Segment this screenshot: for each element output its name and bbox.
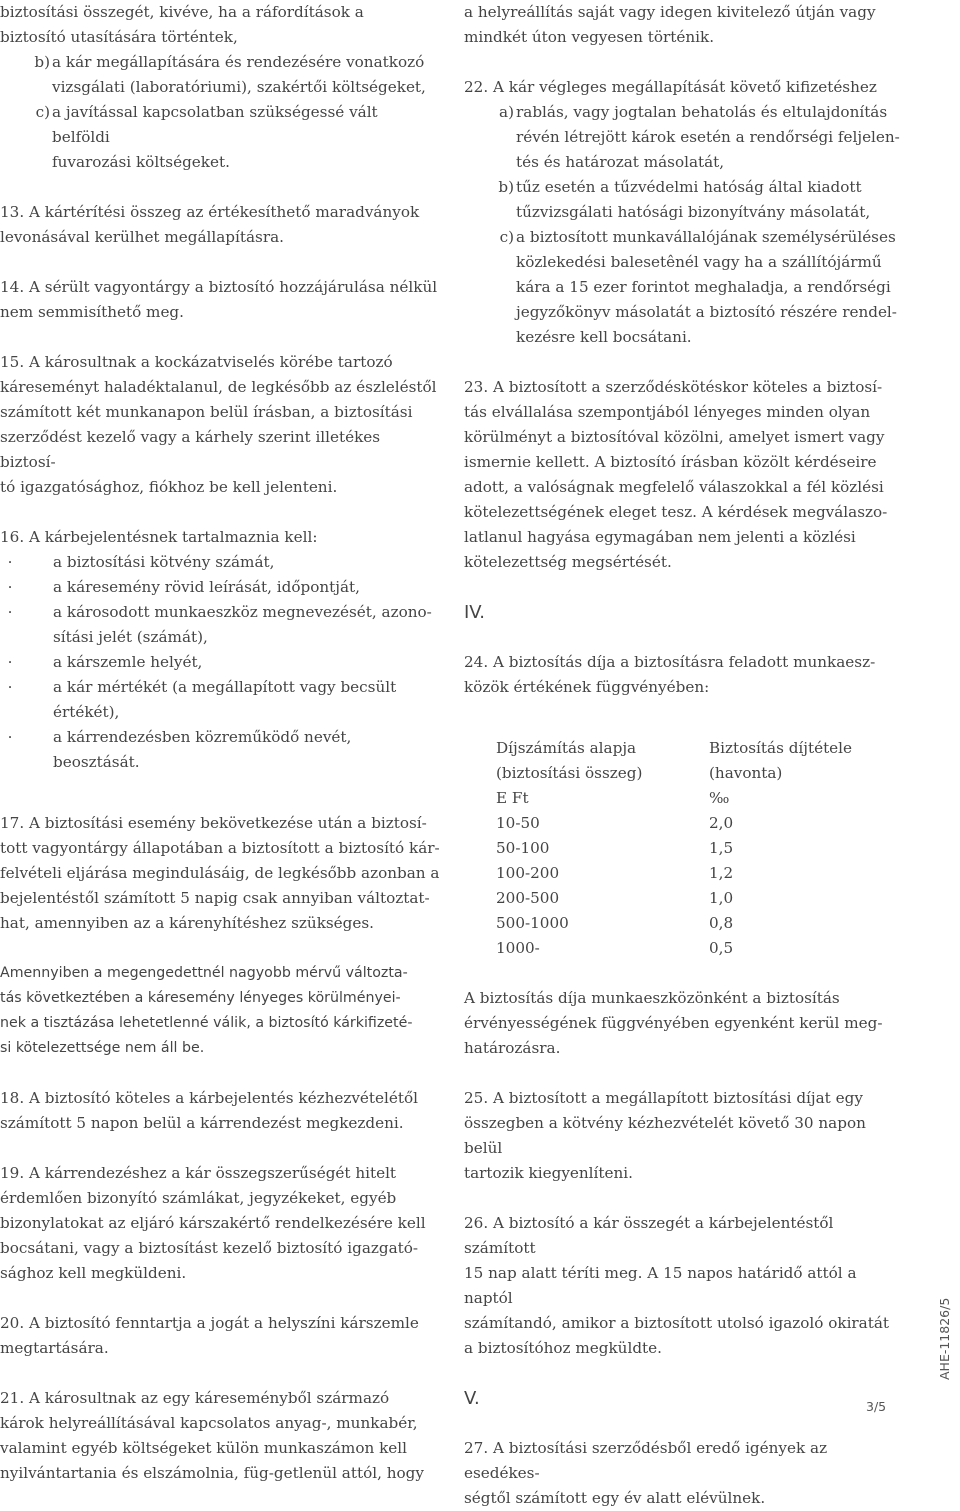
- list-label: a): [499, 103, 514, 121]
- paragraph-13: [0, 200, 440, 250]
- text-line: 19. A kárrendezéshez a kár összegszerűségét hitelt: [0, 1164, 397, 1182]
- text-line: latlanul hagyása egymagában nem jelenti a közlési: [464, 528, 856, 546]
- bullet-marker: ·: [7, 578, 13, 596]
- table-cell: 1,0: [709, 889, 734, 907]
- text-line: rablás, vagy jogtalan behatolás és eltulajdonítás: [516, 103, 888, 121]
- paragraph-24: [464, 650, 904, 700]
- table-header-cell: Díjszámítás alapja: [496, 739, 637, 757]
- paragraph-25: [464, 1086, 904, 1186]
- text-line: érdemlően bizonyító számlákat, jegyzékeket, egyéb: [0, 1189, 397, 1207]
- text-line: határozásra.: [464, 1039, 561, 1057]
- text-line: tás következtében a káresemény lényeges körülményei-: [0, 990, 401, 1006]
- table-cell: 1000-: [496, 939, 540, 957]
- text-line: 20. A biztosító fenntartja a jogát a helyszíni kárszemle: [0, 1314, 419, 1332]
- table-cell: 1,2: [709, 864, 734, 882]
- page-number: 3/5: [866, 1399, 887, 1414]
- text-line: nem semmisíthető meg.: [0, 303, 184, 321]
- text-line: a biztosítási kötvény számát,: [53, 553, 275, 571]
- text-line: tott vagyontárgy állapotában a biztosított a biztosító kár-: [0, 839, 440, 857]
- text-line: felvételi eljárása megindulásáig, de legkésőbb azonban a: [0, 864, 440, 882]
- table-header-row: [464, 786, 859, 811]
- text-line: nek a tisztázása lehetetlenné válik, a biztosító kárkifizeté-: [0, 1015, 413, 1031]
- section-heading-iv: IV.: [464, 602, 486, 623]
- paragraph-15: [0, 350, 440, 500]
- paragraph-19: [0, 1161, 440, 1286]
- text-line: a javítással kapcsolatban szükségessé vált belföldi: [52, 103, 378, 146]
- list-item: [0, 725, 440, 775]
- table-cell: 0,5: [709, 939, 734, 957]
- text-line: tás elvállalása szempontjából lényeges minden olyan: [464, 403, 871, 421]
- bullet-marker: ·: [7, 553, 13, 571]
- text-line: hat, amennyiben az a kárenyhítéshez szükséges.: [0, 914, 375, 932]
- text-line: levonásával kerülhet megállapításra.: [0, 228, 284, 246]
- paragraph-18: [0, 1086, 440, 1136]
- text-line: 16. A kárbejelentésnek tartalmaznia kell:: [0, 528, 318, 546]
- document-code: AHE-11826/5: [937, 1297, 952, 1380]
- text-line: 18. A biztosító köteles a kárbejelentés kézhezvételétől: [0, 1089, 418, 1107]
- text-line: A biztosítás díja munkaeszközönként a biztosítás: [464, 989, 840, 1007]
- text-line: a biztosítóhoz megküldte.: [464, 1339, 662, 1357]
- text-line: számítandó, amikor a biztosított utolsó igazoló okiratát: [464, 1314, 889, 1332]
- list-item: [0, 650, 440, 675]
- text-line: közlekedési balesetênél vagy ha a szállítójármű: [516, 253, 882, 271]
- table-header-cell: ‰: [709, 789, 730, 807]
- text-line: fuvarozási költségeket.: [52, 153, 230, 171]
- table-cell: 50-100: [496, 839, 550, 857]
- text-line: 26. A biztosító a kár összegét a kárbejelentéstől számított: [464, 1214, 834, 1257]
- bullet-marker: ·: [7, 603, 13, 621]
- paragraph-23: [464, 375, 904, 575]
- bullet-marker: ·: [7, 678, 13, 696]
- text-line: tűz esetén a tűzvédelmi hatóság által kiadott: [516, 178, 862, 196]
- text-line: a káresemény rövid leírását, időpontját,: [53, 578, 360, 596]
- bullet-marker: ·: [7, 728, 13, 746]
- text-line: értékét),: [53, 703, 120, 721]
- text-line: 14. A sérült vagyontárgy a biztosító hozzájárulása nélkül: [0, 278, 438, 296]
- table-cell: 0,8: [709, 914, 734, 932]
- table-header-cell: Biztosítás díjtétele: [709, 739, 853, 757]
- text-line: Amennyiben a megengedettnél nagyobb mérvű változta-: [0, 965, 408, 981]
- text-line: kötelezettségének eleget tesz. A kérdések megválaszo-: [464, 503, 888, 521]
- text-line: biztosítási összegét, kivéve, ha a ráfordítások a: [0, 3, 364, 21]
- text-line: kezésre kell bocsátani.: [516, 328, 692, 346]
- left-column: [0, 0, 440, 1486]
- text-line: megtartására.: [0, 1339, 109, 1357]
- text-line: adott, a valóságnak megfelelő válaszokkal a fél közlési: [464, 478, 884, 496]
- list-item: [0, 100, 440, 175]
- paragraph-14: [0, 275, 440, 325]
- table-header-cell: (biztosítási összeg): [496, 764, 643, 782]
- text-line: bizonylatokat az eljáró kárszakértő rendelkezésére kell: [0, 1214, 426, 1232]
- table-cell: 200-500: [496, 889, 560, 907]
- text-line: összegben a kötvény kézhezvételét követő 30 napon belül: [464, 1114, 866, 1157]
- text-line: érvényességének függvényében egyenként kerül meg-: [464, 1014, 883, 1032]
- text-line: nyilvántartania és elszámolnia, füg-getlenül attól, hogy: [0, 1464, 424, 1482]
- text-line: a helyreállítás saját vagy idegen kivitelező útján vagy: [464, 3, 876, 21]
- list-item: [464, 175, 904, 225]
- text-line: a kárszemle helyét,: [53, 653, 203, 671]
- text-line: a biztosított munkavállalójának személysérüléses: [516, 228, 896, 246]
- text-line: közök értékének függvényében:: [464, 678, 710, 696]
- text-line: a kár mértékét (a megállapított vagy becsült: [53, 678, 397, 696]
- text-line: si kötelezettsége nem áll be.: [0, 1040, 205, 1056]
- text-line: biztosító utasítására történtek,: [0, 28, 238, 46]
- table-cell: 2,0: [709, 814, 734, 832]
- text-line: 21. A károsultnak az egy káreseményből származó: [0, 1389, 390, 1407]
- text-line: 24. A biztosítás díja a biztosításra feladott munkaesz-: [464, 653, 876, 671]
- text-line: kötelezettség megsértését.: [464, 553, 672, 571]
- section-heading-v: V.: [464, 1388, 480, 1409]
- list-item: [0, 600, 440, 650]
- text-line: kára a 15 ezer forintot meghaladja, a rendőrségi: [516, 278, 891, 296]
- list-item: [0, 575, 440, 600]
- paragraph-26: [464, 1211, 904, 1361]
- paragraph-17-note: [0, 961, 440, 1061]
- text-line: károk helyreállításával kapcsolatos anyag-, munkabér,: [0, 1414, 418, 1432]
- list-item: [464, 225, 904, 350]
- table-row: [464, 861, 859, 886]
- text-line: körülményt a biztosítóval közölni, amelyet ismert vagy: [464, 428, 885, 446]
- text-line: a kárrendezésben közreműködő nevét, beosztását.: [53, 728, 352, 771]
- bullet-marker: ·: [7, 653, 13, 671]
- list-item: [464, 100, 904, 175]
- text-line: jegyzőkönyv másolatát a biztosító részére rendel-: [516, 303, 897, 321]
- text-line: ismernie kellett. A biztosító írásban közölt kérdéseire: [464, 453, 877, 471]
- text-line: 27. A biztosítási szerződésből eredő igények az esedékes-: [464, 1439, 828, 1482]
- text-line: 23. A biztosított a szerződéskötéskor köteles a biztosí-: [464, 378, 883, 396]
- list-label: c): [35, 103, 50, 121]
- paragraph-27: [464, 1436, 904, 1511]
- text-line: valamint egyéb költségeket külön munkaszámon kell: [0, 1439, 407, 1457]
- paragraph-24-after: [464, 986, 904, 1061]
- list-item: [0, 550, 440, 575]
- text-line: mindkét úton vegyesen történik.: [464, 28, 715, 46]
- text-line: révén létrejött károk esetén a rendőrségi feljelen-: [516, 128, 900, 146]
- paragraph-20: [0, 1311, 440, 1361]
- table-header-row: [464, 761, 859, 786]
- text-line: bocsátani, vagy a biztosítást kezelő biztosító igazgató-: [0, 1239, 419, 1257]
- text-line: szerződést kezelő vagy a kárhely szerint illetékes biztosí-: [0, 428, 381, 471]
- text-line: a károsodott munkaeszköz megnevezését, azono-: [53, 603, 432, 621]
- text-line: tés és határozat másolatát,: [516, 153, 725, 171]
- table-header-cell: E Ft: [496, 789, 529, 807]
- table-cell: 500-1000: [496, 914, 569, 932]
- table-row: [464, 886, 859, 911]
- paragraph-16: [0, 525, 440, 775]
- text-line: számított két munkanapon belül írásban, a biztosítási: [0, 403, 413, 421]
- list-label: b): [498, 178, 514, 196]
- table-row: [464, 911, 859, 936]
- table-cell: 10-50: [496, 814, 540, 832]
- text-line: káreseményt haladéktalanul, de legkésőbb az észleléstől: [0, 378, 437, 396]
- text-line: 22. A kár végleges megállapítását követő kifizetéshez: [464, 78, 877, 96]
- text-line: tartozik kiegyenlíteni.: [464, 1164, 633, 1182]
- text-line: számított 5 napon belül a kárrendezést megkezdeni.: [0, 1114, 404, 1132]
- table-cell: 1,5: [709, 839, 734, 857]
- text-line: sítási jelét (számát),: [53, 628, 208, 646]
- table-cell: 100-200: [496, 864, 560, 882]
- text-line: vizsgálati (laboratóriumi), szakértői költségeket,: [52, 78, 426, 96]
- table-header-cell: (havonta): [709, 764, 783, 782]
- text-line: 15. A károsultnak a kockázatviselés körébe tartozó: [0, 353, 393, 371]
- text-line: bejelentéstől számított 5 napig csak annyiban változtat-: [0, 889, 430, 907]
- list-label: c): [499, 228, 514, 246]
- text-line: a kár megállapítására és rendezésére vonatkozó: [52, 53, 425, 71]
- text-line: tó igazgatósághoz, fiókhoz be kell jelenteni.: [0, 478, 338, 496]
- text-line: ségtől számított egy év alatt elévülnek.: [464, 1489, 766, 1507]
- text-line: sághoz kell megküldeni.: [0, 1264, 187, 1282]
- table-row: [464, 936, 859, 961]
- paragraph-21-continuation: [464, 0, 904, 50]
- paragraph-17: [0, 811, 440, 936]
- text-line: tűzvizsgálati hatósági bizonyítvány másolatát,: [516, 203, 871, 221]
- text-line: 17. A biztosítási esemény bekövetkezése után a biztosí-: [0, 814, 427, 832]
- paragraph-22: [464, 75, 904, 350]
- text-line: 15 nap alatt téríti meg. A 15 napos határidő attól a naptól: [464, 1264, 857, 1307]
- list-label: b): [34, 53, 50, 71]
- right-column: [464, 0, 904, 1511]
- text-line: 13. A kártérítési összeg az értékesíthető maradványok: [0, 203, 420, 221]
- text-line: 25. A biztosított a megállapított biztosítási díjat egy: [464, 1089, 863, 1107]
- table-row: [464, 811, 859, 836]
- intro-continuation: [0, 0, 440, 175]
- table-row: [464, 836, 859, 861]
- list-item: [0, 50, 440, 100]
- paragraph-21: [0, 1386, 440, 1486]
- table-header-row: [464, 736, 859, 761]
- list-item: [0, 675, 440, 725]
- rate-table: [464, 736, 859, 961]
